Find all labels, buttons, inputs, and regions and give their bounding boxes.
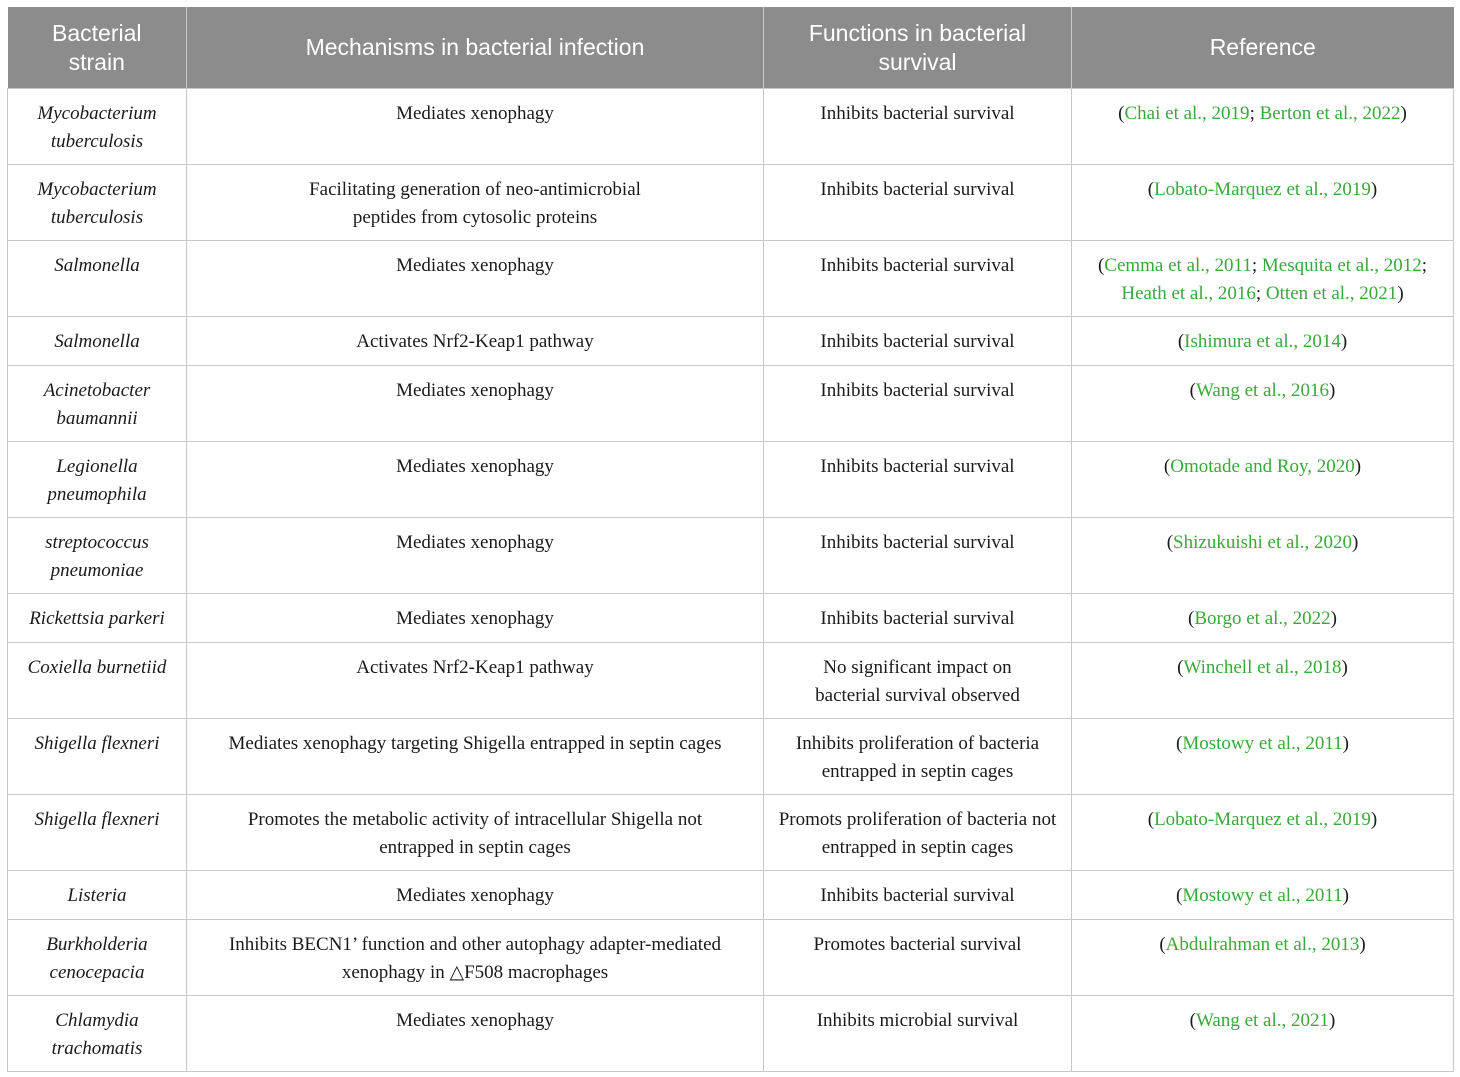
function-cell: Promots proliferation of bacteria not entrapped in septin cages [764, 795, 1072, 871]
reference-link[interactable]: Ishimura et al., 2014 [1184, 331, 1341, 352]
strain-cell: Burkholderia cenocepacia [8, 920, 187, 996]
function-cell: No significant impact on bacterial survival observed [764, 643, 1072, 719]
reference-link[interactable]: Lobato-Marquez et al., 2019 [1154, 179, 1371, 200]
reference-link[interactable]: Cemma et al., 2011 [1104, 255, 1252, 276]
strain-cell: Salmonella [8, 317, 187, 366]
strain-cell: Legionella pneumophila [8, 442, 187, 518]
function-cell: Inhibits bacterial survival [764, 317, 1072, 366]
strain-cell: Mycobacterium tuberculosis [8, 89, 187, 165]
table-container [7, 7, 1453, 1072]
reference-cell: (Chai et al., 2019; Berton et al., 2022) [1072, 89, 1454, 165]
table-row [8, 594, 1454, 643]
reference-link[interactable]: Omotade and Roy, 2020 [1170, 456, 1355, 477]
mechanism-cell: Activates Nrf2-Keap1 pathway [187, 317, 764, 366]
header-bacterial-strain: Bacterial strain [8, 7, 187, 89]
reference-cell: (Lobato-Marquez et al., 2019) [1072, 795, 1454, 871]
strain-cell: Rickettsia parkeri [8, 594, 187, 643]
function-cell: Inhibits bacterial survival [764, 594, 1072, 643]
strain-cell: Shigella flexneri [8, 719, 187, 795]
table-row [8, 719, 1454, 795]
mechanism-cell: Mediates xenophagy [187, 442, 764, 518]
function-cell: Promotes bacterial survival [764, 920, 1072, 996]
table-row [8, 366, 1454, 442]
strain-cell: Salmonella [8, 241, 187, 317]
strain-cell: Shigella flexneri [8, 795, 187, 871]
function-cell: Inhibits microbial survival [764, 996, 1072, 1072]
function-cell: Inhibits bacterial survival [764, 442, 1072, 518]
table-row [8, 89, 1454, 165]
table-row [8, 920, 1454, 996]
reference-link[interactable]: Berton et al., 2022 [1259, 103, 1401, 124]
table-row [8, 241, 1454, 317]
function-cell: Inhibits bacterial survival [764, 165, 1072, 241]
mechanism-cell: Activates Nrf2-Keap1 pathway [187, 643, 764, 719]
reference-cell: (Winchell et al., 2018) [1072, 643, 1454, 719]
reference-link[interactable]: Mostowy et al., 2011 [1182, 733, 1343, 754]
mechanism-cell: Mediates xenophagy [187, 241, 764, 317]
header-functions: Functions in bacterial survival [764, 7, 1072, 89]
reference-link[interactable]: Otten et al., 2021 [1265, 283, 1398, 304]
strain-cell: Acinetobacter baumannii [8, 366, 187, 442]
reference-link[interactable]: Borgo et al., 2022 [1194, 608, 1331, 629]
strain-cell: Coxiella burnetiid [8, 643, 187, 719]
reference-link[interactable]: Wang et al., 2021 [1195, 1010, 1330, 1031]
strain-cell: streptococcus pneumoniae [8, 518, 187, 594]
strain-cell: Listeria [8, 871, 187, 920]
table-row [8, 317, 1454, 366]
reference-cell: (Mostowy et al., 2011) [1072, 719, 1454, 795]
mechanism-cell: Inhibits BECN1’ function and other autophagy adapter-mediated xenophagy in △F508 macrophages [187, 920, 764, 996]
table-row [8, 165, 1454, 241]
reference-cell: (Wang et al., 2021) [1072, 996, 1454, 1072]
mechanism-cell: Mediates xenophagy [187, 89, 764, 165]
strain-cell: Chlamydia trachomatis [8, 996, 187, 1072]
reference-link[interactable]: Winchell et al., 2018 [1183, 657, 1342, 678]
mechanism-cell: Mediates xenophagy [187, 594, 764, 643]
reference-cell: (Ishimura et al., 2014) [1072, 317, 1454, 366]
mechanism-cell: Facilitating generation of neo-antimicrobial peptides from cytosolic proteins [187, 165, 764, 241]
table-row [8, 442, 1454, 518]
function-cell: Inhibits proliferation of bacteria entrapped in septin cages [764, 719, 1072, 795]
table-row [8, 996, 1454, 1072]
reference-cell: (Mostowy et al., 2011) [1072, 871, 1454, 920]
mechanism-cell: Mediates xenophagy [187, 366, 764, 442]
header-reference: Reference [1072, 7, 1454, 89]
mechanism-cell: Mediates xenophagy [187, 518, 764, 594]
header-row [8, 7, 1454, 89]
reference-cell: (Borgo et al., 2022) [1072, 594, 1454, 643]
function-cell: Inhibits bacterial survival [764, 89, 1072, 165]
function-cell: Inhibits bacterial survival [764, 518, 1072, 594]
bacterial-infection-table [7, 7, 1454, 1072]
reference-cell: (Omotade and Roy, 2020) [1072, 442, 1454, 518]
table-row [8, 871, 1454, 920]
function-cell: Inhibits bacterial survival [764, 241, 1072, 317]
mechanism-cell: Mediates xenophagy [187, 871, 764, 920]
mechanism-cell: Mediates xenophagy [187, 996, 764, 1072]
function-cell: Inhibits bacterial survival [764, 366, 1072, 442]
table-row [8, 518, 1454, 594]
function-cell: Inhibits bacterial survival [764, 871, 1072, 920]
table-row [8, 795, 1454, 871]
reference-link[interactable]: Lobato-Marquez et al., 2019 [1154, 809, 1371, 830]
reference-link[interactable]: Mesquita et al., 2012 [1261, 255, 1422, 276]
header-mechanisms: Mechanisms in bacterial infection [187, 7, 764, 89]
table-row [8, 643, 1454, 719]
table-body [8, 89, 1454, 1072]
reference-link[interactable]: Abdulrahman et al., 2013 [1165, 934, 1360, 955]
mechanism-cell: Promotes the metabolic activity of intracellular Shigella not entrapped in septin cages [187, 795, 764, 871]
reference-cell: (Cemma et al., 2011; Mesquita et al., 2012; Heath et al., 2016; Otten et al., 2021) [1072, 241, 1454, 317]
mechanism-cell: Mediates xenophagy targeting Shigella entrapped in septin cages [187, 719, 764, 795]
strain-cell: Mycobacterium tuberculosis [8, 165, 187, 241]
reference-link[interactable]: Mostowy et al., 2011 [1182, 885, 1343, 906]
reference-link[interactable]: Chai et al., 2019 [1124, 103, 1250, 124]
reference-link[interactable]: Wang et al., 2016 [1195, 380, 1330, 401]
reference-cell: (Shizukuishi et al., 2020) [1072, 518, 1454, 594]
reference-cell: (Wang et al., 2016) [1072, 366, 1454, 442]
reference-cell: (Abdulrahman et al., 2013) [1072, 920, 1454, 996]
reference-link[interactable]: Heath et al., 2016 [1121, 283, 1256, 304]
reference-link[interactable]: Shizukuishi et al., 2020 [1173, 532, 1352, 553]
reference-cell: (Lobato-Marquez et al., 2019) [1072, 165, 1454, 241]
